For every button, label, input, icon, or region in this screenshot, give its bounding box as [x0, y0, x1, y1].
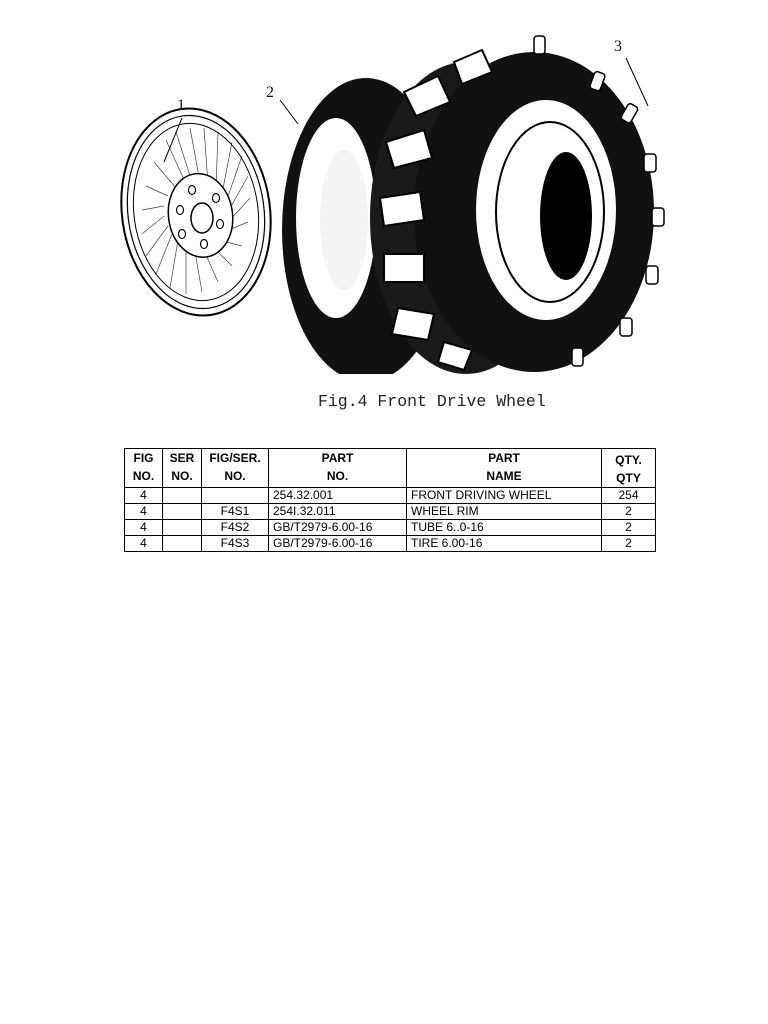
cell-qty: 2 — [602, 520, 656, 536]
cell-fig-ser-no: F4S2 — [202, 520, 269, 536]
parts-table — [124, 448, 656, 552]
callout-1: 1 — [177, 97, 185, 114]
front-drive-wheel-illustration — [104, 22, 678, 374]
cell-fig-ser-no — [202, 488, 269, 504]
wheel-rim-drawing — [108, 99, 284, 326]
cell-qty: 2 — [602, 536, 656, 552]
cell-fig-no: 4 — [125, 536, 163, 552]
cell-qty: 2 — [602, 504, 656, 520]
cell-part-name: WHEEL RIM — [407, 504, 602, 520]
cell-fig-no: 4 — [125, 504, 163, 520]
cell-ser-no — [163, 504, 202, 520]
cell-ser-no — [163, 536, 202, 552]
cell-part-no: 254I.32.011 — [269, 504, 407, 520]
header-fig-ser-no: FIG/SER. NO. — [202, 449, 269, 488]
cell-part-no: GB/T2979-6.00-16 — [269, 520, 407, 536]
tire-drawing — [370, 36, 664, 374]
header-qty: QTY. QTY — [602, 449, 656, 488]
cell-fig-no: 4 — [125, 488, 163, 504]
cell-fig-ser-no: F4S3 — [202, 536, 269, 552]
cell-fig-ser-no: F4S1 — [202, 504, 269, 520]
header-part-name: PART NAME — [407, 449, 602, 488]
cell-part-name: TIRE 6.00-16 — [407, 536, 602, 552]
header-fig-no: FIG NO. — [125, 449, 163, 488]
cell-part-name: FRONT DRIVING WHEEL — [407, 488, 602, 504]
cell-part-name: TUBE 6..0-16 — [407, 520, 602, 536]
table-header-row — [125, 449, 656, 488]
cell-ser-no — [163, 488, 202, 504]
table-row — [125, 536, 656, 552]
cell-part-no: GB/T2979-6.00-16 — [269, 536, 407, 552]
figure-caption: Fig.4 Front Drive Wheel — [318, 392, 546, 411]
cell-part-no: 254.32.001 — [269, 488, 407, 504]
cell-qty: 254 — [602, 488, 656, 504]
cell-ser-no — [163, 520, 202, 536]
callout-3: 3 — [614, 38, 622, 55]
table-row — [125, 504, 656, 520]
table-row — [125, 488, 656, 504]
cell-fig-no: 4 — [125, 520, 163, 536]
header-ser-no: SER NO. — [163, 449, 202, 488]
table-row — [125, 520, 656, 536]
callout-2: 2 — [266, 84, 274, 101]
header-part-no: PART NO. — [269, 449, 407, 488]
